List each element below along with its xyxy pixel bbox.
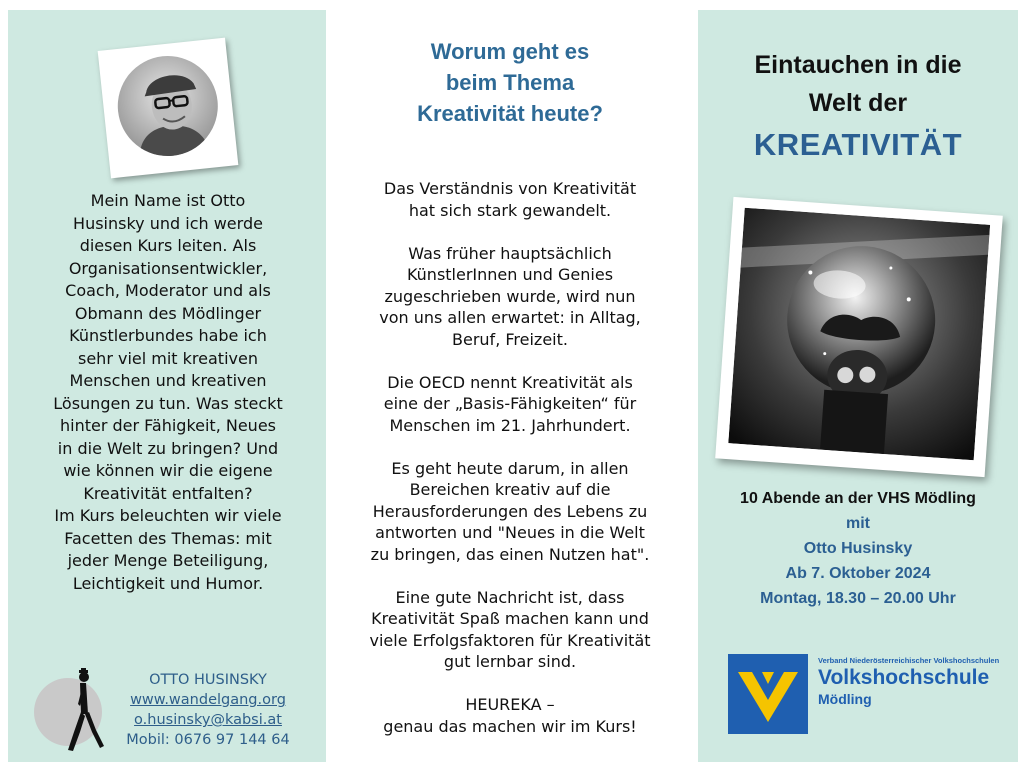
paragraph	[348, 178, 672, 221]
bio-line: Organisationsentwickler,	[68, 258, 268, 278]
middle-title	[370, 36, 650, 129]
text-line: Bereichen kreativ auf die	[409, 480, 611, 499]
course-line: Ab 7. Oktober 2024	[785, 565, 931, 582]
bio-line: Menschen und kreativen	[69, 371, 267, 390]
vhs-town: Mödling	[818, 691, 872, 707]
text-line: antworten und "Neues in die Welt	[375, 523, 645, 542]
text-line: zu bringen, das einen Nutzen hat".	[370, 544, 650, 564]
title-line: Welt der	[808, 89, 908, 117]
course-line: 10 Abende an der VHS Mödling	[740, 490, 976, 507]
text-line: Das Verständnis von Kreativität	[383, 179, 637, 198]
website-link[interactable]: www.wandelgang.org	[130, 692, 286, 708]
bio-line: diesen Kurs leiten. Als	[79, 236, 257, 255]
course-line: Montag, 18.30 – 20.00 Uhr	[760, 590, 956, 607]
bio-line: Im Kurs beleuchten wir viele	[54, 506, 282, 525]
text-line: Was früher hauptsächlich	[408, 243, 612, 263]
bio-line: Obmann des Mödlinger	[74, 303, 262, 323]
contact-block	[118, 670, 298, 750]
bio-line: Leichtigkeit und Humor.	[72, 573, 264, 593]
right-title	[718, 46, 998, 168]
course-line: mit	[846, 515, 870, 532]
paragraph	[348, 587, 672, 673]
bio-line: Mein Name ist Otto	[90, 191, 246, 210]
bio-line: Lösungen zu tun. Was steckt	[53, 393, 283, 413]
snow-globe-photo	[728, 208, 990, 461]
bio-line: Coach, Moderator und als	[65, 281, 271, 300]
text-line: Menschen im 21. Jahrhundert.	[389, 415, 631, 435]
text-line: Herausforderungen des Lebens zu	[372, 501, 648, 521]
text-line: genau das machen wir im Kurs!	[383, 716, 637, 736]
bio-line: sehr viel mit kreativen	[78, 348, 258, 368]
paragraph	[348, 372, 672, 437]
vhs-logo-icon	[728, 654, 808, 734]
course-line: Otto Husinsky	[803, 540, 913, 557]
snow-globe-photo-frame	[715, 197, 1003, 477]
text-line: zugeschrieben wurde, wird nun	[384, 286, 636, 306]
bio-line: Kreativität entfalten?	[83, 483, 253, 503]
text-line: Kreativität Spaß machen kann und	[371, 609, 649, 628]
course-info	[712, 486, 1004, 611]
paragraph	[348, 694, 672, 737]
walking-man-icon	[34, 668, 114, 754]
title-line: beim Thema	[445, 70, 575, 95]
left-panel	[8, 10, 326, 762]
middle-body	[348, 178, 672, 737]
portrait-photo-frame	[98, 38, 239, 179]
bio-line: jeder Menge Beteiligung,	[67, 551, 269, 570]
text-line: hat sich stark gewandelt.	[408, 200, 612, 220]
title-keyword: KREATIVITÄT	[753, 127, 963, 162]
vhs-name: Volkshochschule	[818, 666, 990, 689]
text-line: KünstlerInnen und Genies	[406, 265, 614, 284]
vhs-text	[818, 656, 1008, 708]
text-line: eine der „Basis-Fähigkeiten“ für	[383, 394, 637, 413]
title-line: Eintauchen in die	[754, 51, 962, 79]
contact-phone: Mobil: 0676 97 144 64	[126, 732, 290, 748]
bio-line: in die Welt zu bringen? Und	[57, 438, 279, 458]
text-line: gut lernbar sind.	[443, 652, 577, 671]
title-line: Worum geht es	[430, 39, 590, 64]
vhs-logo-block	[728, 652, 1008, 742]
text-line: von uns allen erwartet: in Alltag,	[379, 308, 641, 327]
middle-panel	[340, 10, 680, 762]
text-line: Beruf, Freizeit.	[452, 329, 568, 349]
email-link[interactable]: o.husinsky@kabsi.at	[134, 712, 282, 728]
bio-line: Facetten des Themas: mit	[64, 528, 272, 548]
text-line: HEUREKA –	[465, 695, 555, 714]
paragraph	[348, 243, 672, 351]
contact-name: OTTO HUSINSKY	[149, 672, 267, 688]
portrait-photo	[111, 49, 225, 163]
right-panel	[698, 10, 1018, 762]
bio-line: wie können wir die eigene	[63, 461, 273, 480]
bio-line: Husinsky und ich werde	[73, 213, 263, 233]
bio-line: hinter der Fähigkeit, Neues	[59, 416, 276, 435]
text-line: Die OECD nennt Kreativität als	[387, 372, 633, 392]
text-line: viele Erfolgsfaktoren für Kreativität	[369, 630, 651, 650]
bio-text	[28, 190, 308, 595]
bio-line: Künstlerbundes habe ich	[69, 326, 267, 345]
text-line: Es geht heute darum, in allen	[391, 458, 629, 478]
title-line: Kreativität heute?	[417, 101, 603, 126]
text-line: Eine gute Nachricht ist, dass	[395, 587, 625, 607]
vhs-subtitle: Verband Niederösterreichischer Volkshochschulen	[818, 656, 1000, 665]
paragraph	[348, 458, 672, 566]
